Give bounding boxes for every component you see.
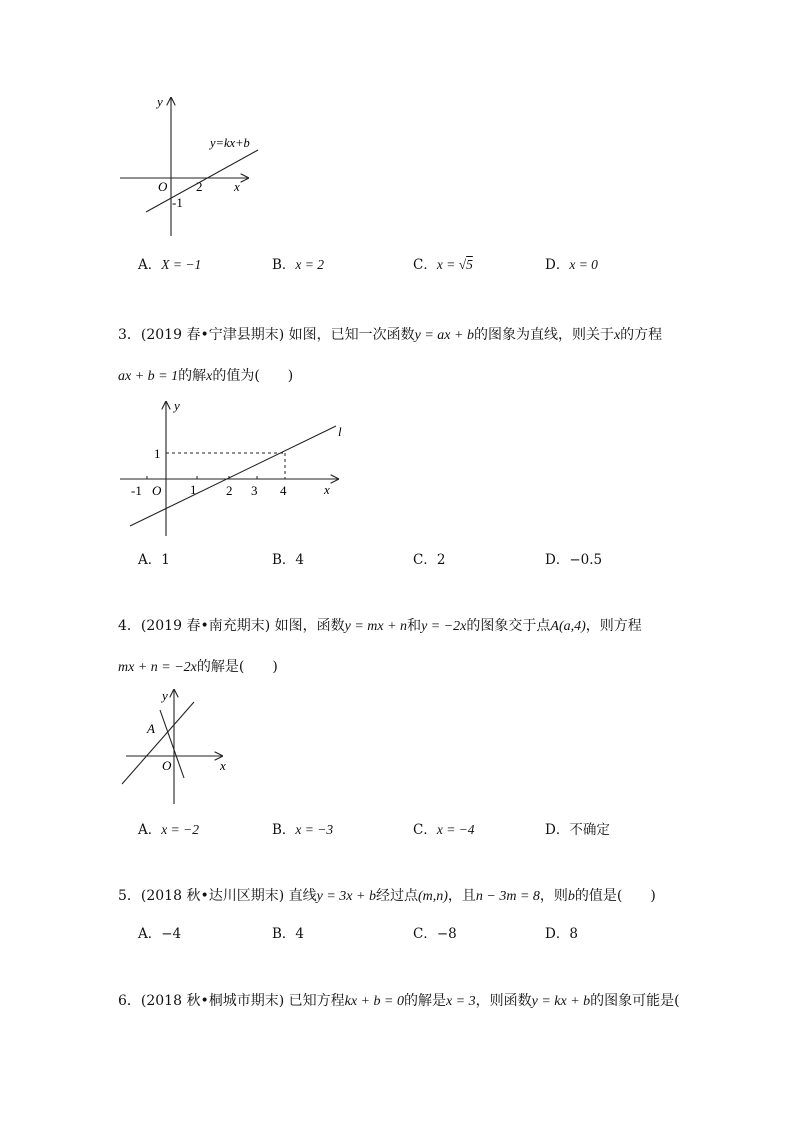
y-axis-label: y: [174, 398, 180, 413]
tick-xm1-label: -1: [131, 483, 142, 498]
q2-option-c[interactable]: C．x = √5: [413, 257, 473, 273]
q3-option-d[interactable]: D．−0.5: [545, 552, 603, 568]
figure-q3-graph: [116, 396, 352, 540]
origin-label: O: [158, 179, 168, 194]
x-axis-label: x: [234, 179, 240, 194]
q5-option-d[interactable]: D．8: [545, 926, 578, 942]
q3-option-c[interactable]: C．2: [413, 552, 446, 568]
q4-option-c[interactable]: C．x = −4: [413, 822, 475, 838]
tick-x2-label: 2: [226, 483, 233, 498]
point-a-label: A: [147, 721, 155, 736]
q4-line1: 4．(2019 春•南充期末) 如图，函数y = mx + n和y = −2x的图象交于点A(a,4)，则方程: [118, 618, 642, 634]
origin-label: O: [152, 483, 162, 498]
q5-stem: 5．(2018 秋•达川区期末) 直线y = 3x + b经过点(m,n)，且n − 3m = 8，则b的值是( ): [118, 888, 656, 904]
tick-x1-label: 1: [190, 482, 197, 497]
figure-q2-graph: [110, 90, 280, 240]
x-axis-label: x: [324, 482, 330, 497]
tick-y1-label: 1: [154, 446, 161, 461]
origin-label: O: [162, 758, 172, 773]
q4-option-d[interactable]: D．不确定: [545, 822, 610, 838]
q5-option-b[interactable]: B．4: [272, 926, 305, 942]
q4-option-b[interactable]: B．x = −3: [272, 822, 334, 838]
tick-x4-label: 4: [280, 483, 287, 498]
q2-option-b[interactable]: B．x = 2: [272, 257, 325, 273]
q5-option-c[interactable]: C．−8: [413, 926, 457, 942]
q2-option-d[interactable]: D．x = 0: [545, 257, 598, 273]
tick-x-label: 2: [196, 179, 203, 194]
y-axis-label: y: [157, 94, 163, 109]
line-label: y=kx+b: [210, 136, 250, 150]
q3-line1: 3．(2019 春•宁津县期末) 如图，已知一次函数y = ax + b的图象为直线，则关于x的方程: [118, 327, 663, 343]
line-mx-n: [122, 702, 194, 784]
q2-option-a[interactable]: A．X = −1: [138, 257, 202, 273]
tick-x3-label: 3: [251, 483, 258, 498]
y-axis-label: y: [162, 688, 168, 703]
q5-option-a[interactable]: A．−4: [138, 926, 182, 942]
q3-option-b[interactable]: B．4: [272, 552, 305, 568]
x-axis-label: x: [220, 758, 226, 773]
q6-stem: 6．(2018 秋•桐城市期末) 已知方程kx + b = 0的解是x = 3，则函数y = kx + b的图象可能是(: [118, 993, 680, 1009]
line-name-label: l: [338, 424, 342, 439]
tick-y-label: -1: [172, 195, 183, 210]
figure-q4-graph: [116, 686, 240, 808]
line-l: [130, 426, 336, 526]
q3-line2: ax + b = 1的解x的值为( ): [118, 368, 294, 384]
q3-option-a[interactable]: A．1: [138, 552, 170, 568]
q4-line2: mx + n = −2x的解是( ): [118, 659, 278, 675]
q4-option-a[interactable]: A．x = −2: [138, 822, 199, 838]
